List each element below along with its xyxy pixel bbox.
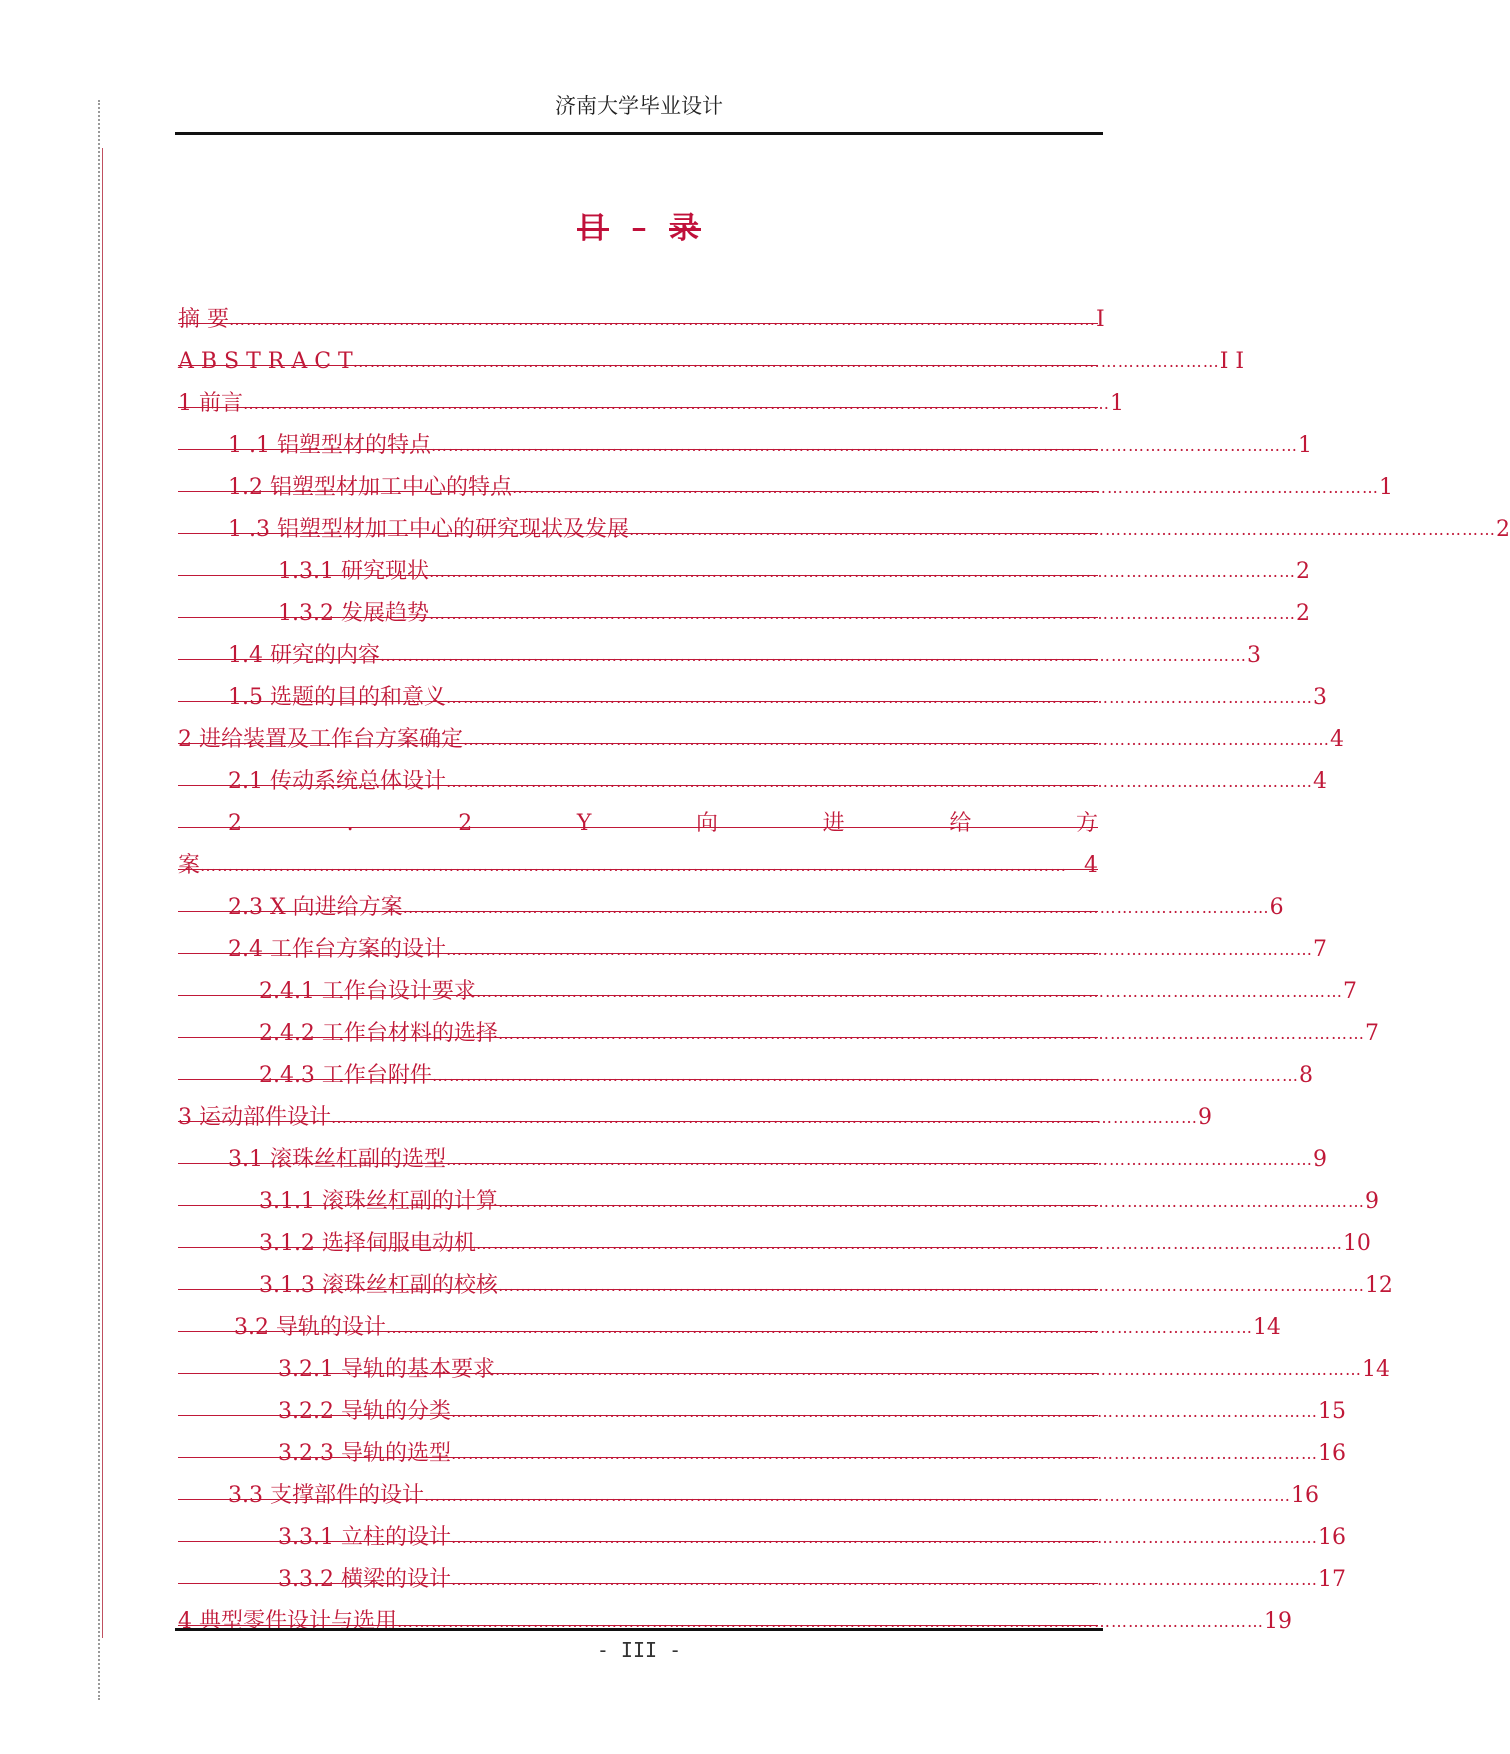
toc-entry[interactable] (178, 1430, 1346, 1472)
toc-entry-leader: ……………………………………………………………………………………………………………………………………… (243, 394, 1110, 413)
toc-entry-label-part: 2 (458, 811, 473, 836)
toc-entry-label: 3.3.2 横梁的设计 (278, 1567, 451, 1592)
strikethrough-line (178, 785, 1098, 786)
toc-entry[interactable] (178, 464, 1393, 506)
toc-entry-label: 3.2.2 导轨的分类 (278, 1399, 451, 1424)
toc-entry-label-part: Y (576, 811, 592, 836)
toc-entry-leader: ……………………………………………………………………………………………………………………………………… (423, 1486, 1291, 1505)
strikethrough-line (178, 1037, 1098, 1038)
toc-entry[interactable] (178, 1094, 1212, 1136)
toc-entry[interactable] (178, 1010, 1379, 1052)
strikethrough-line (178, 449, 1098, 450)
strikethrough-line (178, 1499, 1098, 1500)
toc-entry[interactable] (178, 1472, 1319, 1514)
toc-entry-lead (203, 1188, 259, 1220)
toc-entry-label: 1 .1 铝塑型材的特点 (228, 433, 431, 458)
toc-title-right: 录 (669, 211, 701, 246)
toc-entry-label: 案 (178, 853, 201, 878)
strikethrough-line (178, 323, 1098, 324)
strikethrough-line (178, 659, 1098, 660)
toc-entry-leader: ……………………………………………………………………………………………………………………………………… (445, 688, 1313, 707)
toc-entry-label: 3.3.1 立柱的设计 (278, 1525, 451, 1550)
toc-entry-page: 8 (1298, 1063, 1313, 1088)
toc-entry-label: A B S T R A C T (178, 349, 353, 374)
toc-entry-page: 14 (1252, 1315, 1281, 1340)
toc-entry-label: 3.1 滚珠丝杠副的选型 (228, 1147, 446, 1172)
toc-entry-page: I I (1219, 349, 1245, 374)
toc-entry-label: 2.4.3 工作台附件 (258, 1063, 432, 1088)
toc-entry-label: 2.1 传动系统总体设计 (228, 769, 446, 794)
toc-entry-label: 3.2.1 导轨的基本要求 (278, 1357, 495, 1382)
toc-entry[interactable] (178, 1388, 1346, 1430)
toc-entry[interactable] (178, 674, 1327, 716)
toc-entry-page: I (1096, 307, 1105, 332)
toc-entry-lead (203, 978, 259, 1010)
strikethrough-line (178, 365, 1098, 366)
strikethrough-line (178, 1163, 1098, 1164)
toc-entry-label: 2.4.1 工作台设计要求 (258, 979, 476, 1004)
toc-entry[interactable] (178, 1262, 1393, 1304)
toc-entry-page: 7 (1312, 937, 1327, 962)
toc-entry[interactable] (178, 800, 1098, 842)
toc-entry-page: 12 (1364, 1273, 1393, 1298)
strikethrough-line (178, 491, 1098, 492)
toc-entry-lead (203, 1020, 259, 1052)
toc-entry-leader: ……………………………………………………………………………………………………………………………………… (229, 310, 1096, 329)
toc-entry-leader: ……………………………………………………………………………………………………………………………………… (352, 352, 1220, 371)
toc-entry-leader: ……………………………………………………………………………………………………………………………………… (450, 1528, 1318, 1547)
toc-entry-page: 14 (1361, 1357, 1390, 1382)
strikethrough-line (178, 743, 1098, 744)
toc-entry-leader: ……………………………………………………………………………………………………………………………………… (450, 1570, 1318, 1589)
toc-entry-label: 3 运动部件设计 (178, 1105, 331, 1130)
toc-entry-page: 2 (1295, 601, 1310, 626)
toc-entry-label: 1.3.2 发展趋势 (278, 601, 429, 626)
toc-entry-leader: ……………………………………………………………………………………………………………………………………… (428, 604, 1296, 623)
strikethrough-line (178, 911, 1098, 912)
strikethrough-line (178, 1247, 1098, 1248)
toc-entry-spread-label (228, 810, 1098, 842)
toc-title-gap (609, 211, 669, 246)
running-header: 济南大学毕业设计 (555, 94, 723, 118)
revision-margin-line (102, 148, 103, 1638)
toc-entry-lead (203, 1272, 259, 1304)
toc-entry[interactable] (178, 632, 1261, 674)
toc-entry-leader: ……………………………………………………………………………………………………………………………………… (397, 1612, 1264, 1631)
toc-entry-leader: ……………………………………………………………………………………………………………………………………… (445, 1150, 1313, 1169)
toc-entry-page: 9 (1312, 1147, 1327, 1172)
toc-entry-leader: ……………………………………………………………………………………………………………………………………… (450, 1444, 1318, 1463)
toc-entry-label: 3.2 导轨的设计 (233, 1315, 386, 1340)
toc-title (175, 203, 1103, 247)
toc-entry-leader: ……………………………………………………………………………………………………………………………………… (200, 856, 1068, 875)
toc-entry-label-part: 进 (822, 811, 845, 836)
strikethrough-line (178, 827, 1098, 828)
toc-entry-label-part: 2 (228, 811, 242, 836)
toc-entry-leader: ……………………………………………………………………………………………………………………………………… (628, 520, 1496, 539)
toc-entry-label: 3.3 支撑部件的设计 (228, 1483, 424, 1508)
toc-entry[interactable] (178, 380, 1124, 422)
toc-entry-label-part: . (346, 811, 354, 836)
toc-entry-page: 16 (1317, 1525, 1346, 1550)
toc-entry-leader: ……………………………………………………………………………………………………………………………………… (385, 1318, 1253, 1337)
strikethrough-line (178, 1583, 1098, 1584)
toc-entry-page: 1 (1378, 475, 1393, 500)
strikethrough-line (178, 869, 1098, 870)
strikethrough-line (178, 1415, 1098, 1416)
toc-entry[interactable] (178, 1514, 1346, 1556)
toc-entry[interactable] (178, 548, 1310, 590)
toc-entry-leader: ……………………………………………………………………………………………………………………………………… (445, 940, 1313, 959)
toc-entry-label: 3.1.2 选择伺服电动机 (258, 1231, 476, 1256)
toc-entry[interactable] (178, 1220, 1371, 1262)
toc-entry-lead (203, 1062, 259, 1094)
toc-entry-leader: ……………………………………………………………………………………………………………………………………… (475, 982, 1343, 1001)
toc-entry-page: 4 (1312, 769, 1327, 794)
toc-entry-label: 2 进给装置及工作台方案确定 (178, 727, 463, 752)
toc-entry-page: 2 (1495, 517, 1510, 542)
toc-entry-leader: ……………………………………………………………………………………………………………………………………… (463, 730, 1330, 749)
toc-entry-page: 17 (1317, 1567, 1346, 1592)
toc-entry-leader: ……………………………………………………………………………………………………………………………………… (511, 478, 1379, 497)
toc-entry-lead (203, 1230, 259, 1262)
page-number: - III - (596, 1638, 682, 1662)
toc-entry-page: 9 (1198, 1105, 1212, 1130)
toc-entry-leader: ……………………………………………………………………………………………………………………………………… (497, 1276, 1365, 1295)
toc-entry-label: 2.4.2 工作台材料的选择 (258, 1021, 498, 1046)
strikethrough-line (178, 533, 1098, 534)
strikethrough-line (178, 1205, 1098, 1206)
toc-entry[interactable] (178, 968, 1357, 1010)
toc-entry[interactable] (178, 842, 1098, 884)
toc-entry-label: 3.1.1 滚珠丝杠副的计算 (258, 1189, 498, 1214)
toc-entry[interactable] (178, 926, 1327, 968)
strikethrough-line (178, 1625, 1098, 1626)
strikethrough-line (178, 407, 1098, 408)
toc-entry-page: 1 (1297, 433, 1312, 458)
toc-entry-leader: ……………………………………………………………………………………………………………………………………… (431, 1066, 1299, 1085)
toc-entry-leader: ……………………………………………………………………………………………………………………………………… (428, 562, 1296, 581)
toc-entry-page: 16 (1290, 1483, 1319, 1508)
toc-entry-leader: ……………………………………………………………………………………………………………………………………… (331, 1108, 1198, 1127)
toc-entry-label: 3.2.3 导轨的选型 (278, 1441, 451, 1466)
toc-entry-page: 4 (1330, 727, 1344, 752)
toc-entry-page: 3 (1312, 685, 1327, 710)
toc-entry[interactable] (178, 1052, 1313, 1094)
toc-entry[interactable] (178, 1136, 1327, 1178)
toc-entry-label: 1.3.1 研究现状 (278, 559, 429, 584)
toc-entry-leader: ……………………………………………………………………………………………………………………………………… (445, 772, 1313, 791)
toc-entry-page: 15 (1317, 1399, 1346, 1424)
toc-entry-page: 10 (1342, 1231, 1371, 1256)
toc-entry[interactable] (178, 338, 1245, 380)
toc-entry-label-part: 方 (1075, 811, 1098, 836)
toc-entry-label-part: 给 (949, 811, 972, 836)
toc-entry-label: 1 前言 (178, 391, 243, 416)
strikethrough-line (178, 617, 1098, 618)
toc-entry-leader: ……………………………………………………………………………………………………………………………………… (430, 436, 1298, 455)
strikethrough-line (178, 701, 1098, 702)
toc-entry[interactable] (178, 296, 1105, 338)
toc-entry[interactable] (178, 1556, 1346, 1598)
toc-entry-label-part: 向 (696, 811, 719, 836)
toc-entry-label: 1 .3 铝塑型材加工中心的研究现状及发展 (228, 517, 629, 542)
toc-entry-page: 9 (1364, 1189, 1379, 1214)
strikethrough-line (178, 1331, 1098, 1332)
strikethrough-line (178, 1541, 1098, 1542)
binding-margin-dotted-line (98, 100, 100, 1700)
toc-entry[interactable] (178, 884, 1284, 926)
toc-entry-page: 6 (1269, 895, 1284, 920)
toc-entry-page: 7 (1342, 979, 1357, 1004)
toc-entry-label: 2.4 工作台方案的设计 (228, 937, 446, 962)
strikethrough-line (178, 1373, 1098, 1374)
toc-entry[interactable] (178, 716, 1344, 758)
toc-entry-label: 2.3 X 向进给方案 (228, 895, 403, 920)
strikethrough-line (178, 995, 1098, 996)
toc-entry-page: 3 (1246, 643, 1261, 668)
strikethrough-line (178, 953, 1098, 954)
toc-entry-label: 1.2 铝塑型材加工中心的特点 (228, 475, 512, 500)
footer-rule (175, 1628, 1103, 1631)
strikethrough-line (178, 1289, 1098, 1290)
toc-entry[interactable] (178, 1598, 1292, 1640)
header-rule (175, 132, 1103, 135)
toc-entry-leader: ……………………………………………………………………………………………………………………………………… (379, 646, 1247, 665)
toc-entry-leader: ……………………………………………………………………………………………………………………………………… (402, 898, 1270, 917)
toc-entry-label: 1.4 研究的内容 (228, 643, 380, 668)
toc-entry[interactable] (178, 590, 1310, 632)
toc-title-left: 目 (577, 211, 609, 246)
toc-entry[interactable] (178, 1304, 1281, 1346)
strikethrough-line (178, 575, 1098, 576)
toc-entry-page: 2 (1295, 559, 1310, 584)
toc-entry[interactable] (178, 758, 1327, 800)
toc-entry-leader: ……………………………………………………………………………………………………………………………………… (494, 1360, 1362, 1379)
toc-entry-page: 16 (1317, 1441, 1346, 1466)
toc-entry-leader: ……………………………………………………………………………………………………………………………………… (497, 1024, 1365, 1043)
toc-entry-label: 4 典型零件设计与选用 (178, 1609, 397, 1634)
toc-entry-page: 7 (1364, 1021, 1379, 1046)
toc-entry-leader: ……………………………………………………………………………………………………………………………………… (497, 1192, 1365, 1211)
strikethrough-line (178, 1457, 1098, 1458)
toc-entry-page: 1 (1110, 391, 1124, 416)
toc-entry[interactable] (178, 422, 1312, 464)
toc-entry-page: 19 (1264, 1609, 1292, 1634)
toc-entry-label: 1.5 选题的目的和意义 (228, 685, 446, 710)
toc-entry-leader: ……………………………………………………………………………………………………………………………………… (450, 1402, 1318, 1421)
toc-entry[interactable] (178, 1346, 1390, 1388)
toc-entry-leader: ……………………………………………………………………………………………………………………………………… (475, 1234, 1343, 1253)
strikethrough-line (178, 1121, 1098, 1122)
toc-list (178, 296, 1510, 1640)
toc-entry-label: 摘 要 (178, 307, 229, 332)
toc-entry[interactable] (178, 1178, 1379, 1220)
toc-entry-page: 4 (1084, 853, 1098, 878)
strikethrough-line (178, 1079, 1098, 1080)
toc-entry-lead (178, 1314, 234, 1346)
toc-entry[interactable] (178, 506, 1510, 548)
toc-entry-label: 3.1.3 滚珠丝杠副的校核 (258, 1273, 498, 1298)
